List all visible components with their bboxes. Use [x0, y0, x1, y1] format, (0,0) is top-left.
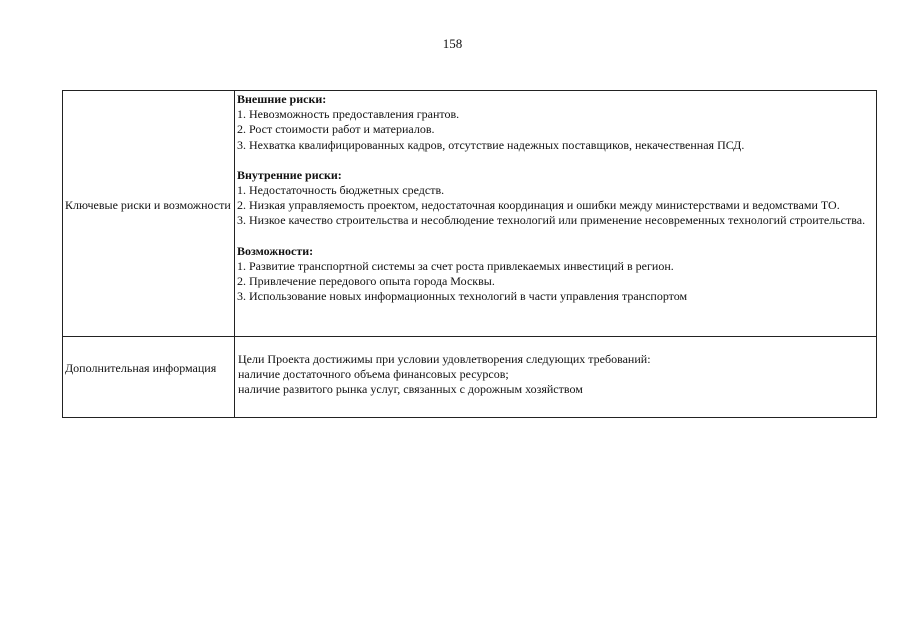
section-heading-opportunities: Возможности:: [237, 243, 314, 258]
row-label-additional-info: Дополнительная информация: [65, 361, 217, 375]
section-spacer: [237, 153, 875, 168]
external-risk-item: 2. Рост стоимости работ и материалов.: [237, 122, 435, 137]
section-spacer: [237, 229, 875, 244]
info-line: Цели Проекта достижимы при условии удовлетворения следующих требований:: [238, 352, 651, 366]
row-label-risks: Ключевые риски и возможности: [65, 198, 231, 212]
opportunity-item: 3. Использование новых информационных технологий в части управления транспортом: [237, 289, 688, 304]
info-line: наличие достаточного объема финансовых ресурсов;: [238, 367, 509, 382]
opportunity-item: 2. Привлечение передового опыта города Москвы.: [237, 274, 495, 289]
internal-risk-item: 3. Низкое качество строительства и несоблюдение технологий или применение несовременных технологий строительства.: [237, 213, 866, 228]
row-content-cell: [235, 337, 877, 418]
external-risk-item: 1. Невозможность предоставления грантов.: [237, 107, 460, 122]
page-number: 158: [442, 36, 463, 51]
section-heading-external-risks: Внешние риски:: [237, 92, 327, 106]
external-risk-item: 3. Нехватка квалифицированных кадров, отсутствие надежных поставщиков, некачественная ПСД.: [237, 137, 745, 152]
additional-info-content: [235, 337, 876, 398]
internal-risk-item: 2. Низкая управляемость проектом, недостаточная координация и ошибки между министерствами и ведомствами ТО.: [237, 198, 840, 213]
row-label-cell: [63, 337, 235, 418]
internal-risk-item: 1. Недостаточность бюджетных средств.: [237, 183, 445, 198]
section-heading-internal-risks: Внутренние риски:: [237, 167, 342, 182]
table-row-risks: [63, 91, 877, 337]
opportunity-item: 1. Развитие транспортной системы за счет роста привлекаемых инвестиций в регион.: [237, 258, 674, 273]
table-row-additional-info: [63, 337, 877, 418]
row-label-cell: [63, 91, 235, 337]
row-content-cell: [235, 91, 877, 337]
info-line: наличие развитого рынка услуг, связанных с дорожным хозяйством: [238, 382, 583, 397]
project-table: [62, 90, 877, 418]
risks-content: [235, 91, 876, 304]
